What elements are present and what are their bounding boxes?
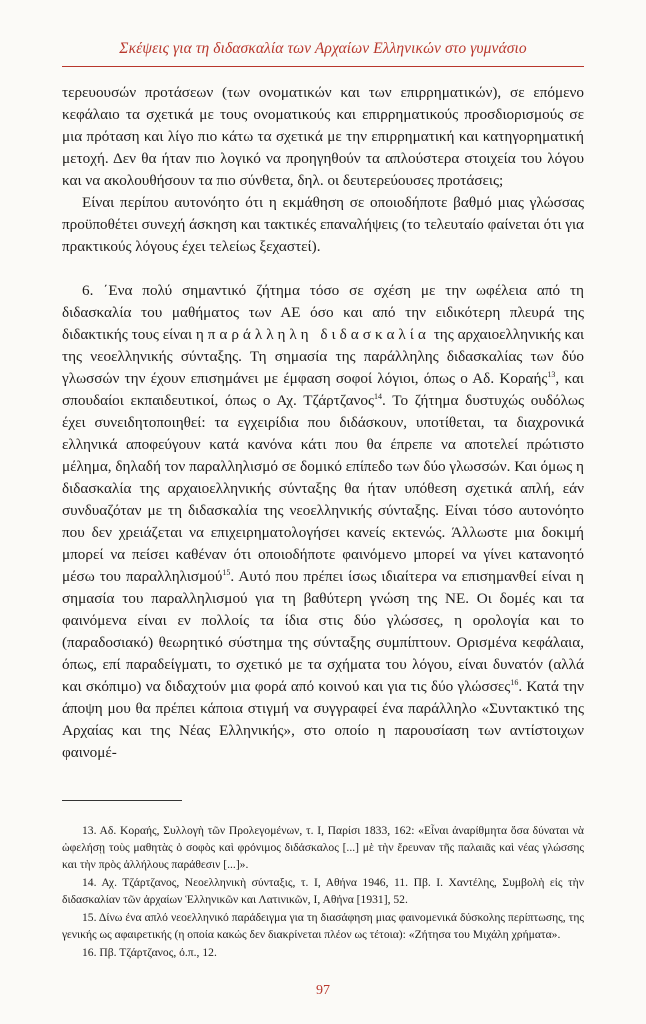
section-6-text-a: 6. ΄Ενα πολύ σημαντικό ζήτημα τόσο σε σχέση με την ωφέλεια από τη διδασκαλία του μαθήματος των ΑΕ όσο και από την ειδικότερη πλευρά της διδακτικής τους είναι η xyxy=(62,282,584,343)
section-6-text-d: . Το ζήτημα δυστυχώς ουδόλως έχει συνειδητοποιηθεί: τα εγχειρίδια που διδάσκουν, υποτίθεται, τα διαχρονικά ελληνικά αποφεύγουν κατά κανόνα κάτι που θα έπρεπε να αποτελεί πρώτιστο μέλημα, δηλαδή τον παραλληλισμό σε δομικό επίπεδο των δύο γλωσσών. Και όμως η διδασκαλία της αρχαιοελληνικής σύνταξης θα ήταν υπόθεση σχετικά απλή, εάν συνδυαζόταν με τη διδασκαλία της νεοελληνικής σύνταξης. Είναι τόσο αυτονόητο που δεν χρειάζεται να επιχειρηματολογήσει κανείς εκτενώς. Άλλωστε μια δοκιμή μπορεί να πείσει καθέναν ότι οποιοδήποτε φαινόμενο μπορεί να γίνει κατανοητό μέσω του παραλληλισμού xyxy=(62,392,584,585)
section-6-text-c: , και σπουδαίοι εκπαιδευτικοί, όπως ο Αχ. Τζάρτζανος xyxy=(62,370,584,409)
header-divider xyxy=(62,66,584,67)
section-6-text-b: της αρχαιοελληνικής και της νεοελληνικής σύνταξης. Τη σημασία της παράλληλης διδασκαλίας των δύο γλωσσών την έχουν επισημάνει με έμφαση σοφοί λόγιοι, όπως ο Αδ. Κοραής xyxy=(62,326,585,387)
paragraph-continued: τερευουσών προτάσεων (των ονοματικών και των επιρρηματικών), σε επόμενο κεφάλαιο τα σχετικά με τους ονοματικούς και επιρρηματικούς προσδιορισμούς σε μια πρόταση και λίγο πιο κάτω τα σχετικά με την επιρρηματική και κατηγορηματική μετοχή. Δεν θα ήταν πιο λογικό να προηγηθούν τα απλούστερα στοιχεία του λόγου και να ακολουθήσουν τα πιο σύνθετα, δηλ. οι δευτερεύουσες προτάσεις; xyxy=(62,84,584,189)
page-number: 97 xyxy=(316,983,330,998)
footnote-ref-13[interactable]: 13 xyxy=(547,369,556,379)
footnote-15: 15. Δίνω ένα απλό νεοελληνικό παράδειγμα για τη διασάφηση μιας φαινομενικά δύσκολης περίπτωσης, της γενικής ως αφαιρετικής (η οποία κακώς δεν διακρίνεται πλέον ως τέτοια): «Ζήτησα του Μιχάλη χρήματα». xyxy=(62,911,584,941)
footnote-13: 13. Αδ. Κοραής, Συλλογὴ τῶν Προλεγομένων, τ. Ι, Παρίσι 1833, 162: «Εἶναι ἀναρίθμητα ὅσα δύναται νὰ ὠφελήσῃ τοὺς μαθητὰς ὁ σοφὸς καὶ φρόνιμος διδάσκαλος [...] μὲ τὴν ἔρευναν τῆς παλαιᾶς καὶ νέας γλώσσης και τὴν πρὸς ἀλλήλους παράθεσιν [...]». xyxy=(62,824,584,871)
main-text xyxy=(62,82,584,764)
emphasized-term: παράλληλη διδασκαλία xyxy=(207,326,430,343)
running-header: Σκέψεις για τη διδασκαλία των Αρχαίων Ελληνικών στο γυμνάσιο xyxy=(119,40,527,57)
section-6-text-f: . Κατά την άποψη μου θα πρέπει κάποια στιγμή να συγγραφεί ένα παράλληλο «Συντακτικό της Αρχαίας και της Νέας Ελληνικής», στο οποίο η παρουσίαση των αντίστοιχων φαινομέ- xyxy=(62,678,584,761)
paragraph-practice: Είναι περίπου αυτονόητο ότι η εκμάθηση σε οποιοδήποτε βαθμό μιας γλώσσας προϋποθέτει συνεχή άσκηση και τακτικές επαναλήψεις (το τελευταίο φαίνεται ότι για πρακτικούς λόγους έχει τελείως ξεχαστεί). xyxy=(62,194,584,255)
footnote-divider xyxy=(62,800,182,801)
footnote-ref-14[interactable]: 14 xyxy=(374,391,383,401)
footnotes xyxy=(62,822,584,962)
section-6-text-e: . Αυτό που πρέπει ίσως ιδιαίτερα να επισημανθεί είναι η σημασία του παραλληλισμού για τη βαθύτερη γνώση της ΝΕ. Οι δομές και τα φαινόμενα είναι εν πολλοίς τα ίδια στις δύο γλώσσες, η ορολογία και το (παραδοσιακό) θεωρητικό σύστημα της σύνταξης συμπίπτουν. Ορισμένα κεφάλαια, όπως, επί παραδείγματι, το σχετικό με τα σχήματα του λόγου, είναι δυνατόν (αλλά και σκόπιμο) να διδαχτούν μια φορά από κοινού και για τις δύο γλώσσες xyxy=(62,568,584,695)
footnote-14: 14. Αχ. Τζάρτζανος, Νεοελληνικὴ σύνταξις, τ. Ι, Αθήνα 1946, 11. Πβ. Ι. Χαντέλης, Συμβολὴ εἰς τὴν διδασκαλίαν τῶν ἀρχαίων Ἑλληνικῶν και Λατινικῶν, Ι, Αθήνα [1931], 52. xyxy=(62,876,584,906)
footnote-ref-16[interactable]: 16 xyxy=(510,677,519,687)
footnote-16: 16. Πβ. Τζάρτζανος, ό.π., 12. xyxy=(82,946,217,959)
footnote-ref-15[interactable]: 15 xyxy=(222,567,231,577)
paragraph-section-6 xyxy=(62,280,584,764)
